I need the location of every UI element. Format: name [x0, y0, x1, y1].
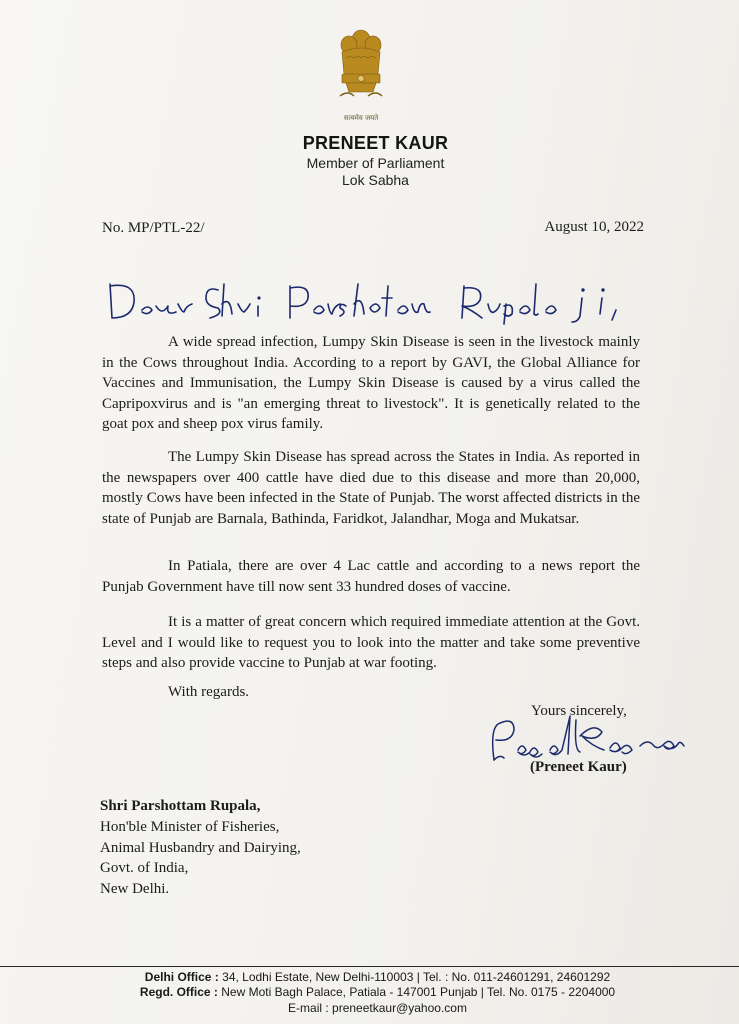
footer-regd-label: Regd. Office : — [139, 985, 218, 1000]
national-emblem-icon — [336, 28, 386, 116]
addressee-name: Shri Parshottam Rupala, — [100, 798, 261, 814]
body-paragraph-1: A wide spread infection, Lumpy Skin Disease is seen in the livestock mainly in the Cows throughout India. According to a report by GAVI, the Global Alliance for Vaccines and Immunisation, the Lumpy Skin Disease is caused by a virus called the Capripoxvirus and is "an emerging threat to livestock". It is genetically related to the goat pox and sheep pox virus family. — [102, 334, 640, 433]
letter-footer — [0, 970, 739, 1016]
addressee-block — [100, 796, 301, 900]
addressee-line: Animal Husbandry and Dairying, — [100, 839, 301, 856]
footer-regd-text: New Moti Bagh Palace, Patiala - 147001 Punjab | Tel. No. 0175 - 2204000 — [221, 985, 616, 1000]
footer-delhi-text: 34, Lodhi Estate, New Delhi-110003 | Tel. : No. 011-24601291, 24601292 — [222, 970, 611, 984]
signer-name: (Preneet Kaur) — [530, 759, 627, 775]
letter-date: August 10, 2022 — [544, 219, 644, 235]
addressee-line: New Delhi. — [100, 881, 170, 898]
body-paragraph-4: It is a matter of great concern which required immediate attention at the Govt. Level and I would like to request you to look into the matter and take some preventive steps and also provide vaccine to Punjab at war footing. — [102, 614, 640, 672]
reference-number: No. MP/PTL-22/ — [102, 220, 205, 236]
yours-sincerely: Yours sincerely, — [531, 703, 627, 719]
handwritten-salutation — [106, 276, 686, 326]
letterhead-name: PRENEET KAUR — [302, 133, 449, 153]
regards-line: With regards. — [168, 684, 250, 700]
footer-regd-office — [8, 985, 739, 1000]
addressee-line: Hon'ble Minister of Fisheries, — [100, 818, 280, 835]
footer-divider — [0, 966, 739, 967]
footer-delhi-label: Delhi Office : — [144, 970, 219, 984]
body-paragraph-3: In Patiala, there are over 4 Lac cattle and according to a news report the Punjab Government have till now sent 33 hundred doses of vaccine. — [102, 558, 640, 595]
letterhead-house: Lok Sabha — [342, 172, 409, 188]
footer-delhi-office — [8, 970, 739, 985]
letterhead-role: Member of Parliament — [306, 155, 445, 171]
footer-email[interactable]: E-mail : preneetkaur@yahoo.com — [288, 1000, 467, 1015]
emblem-motto: सत्यमेव जयते — [343, 114, 379, 122]
body-paragraph-2: The Lumpy Skin Disease has spread across the States in India. As reported in the newspapers over 400 cattle have died due to this disease and more than 20,000, mostly Cows have been infected in the State of Punjab. The worst affected districts in the state of Punjab are Barnala, Bathinda, Faridkot, Jalandhar, Moga and Mukatsar. — [102, 449, 640, 527]
addressee-line: Govt. of India, — [100, 860, 189, 877]
